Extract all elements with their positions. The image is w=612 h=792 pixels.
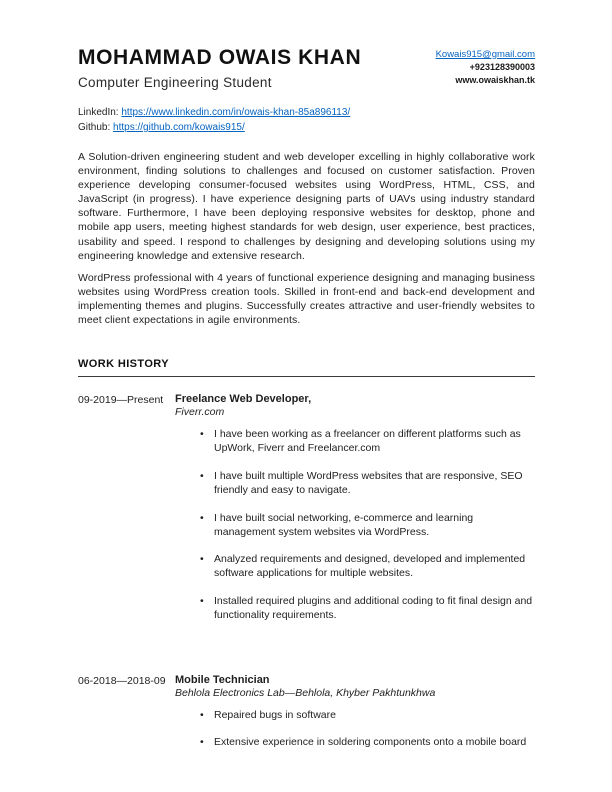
job-dates: 09-2019—Present (78, 394, 164, 407)
job-company: Behlola Electronics Lab—Behlola, Khyber Pakhtunkhwa (175, 686, 436, 699)
job-entry-mobile-technician (78, 674, 535, 763)
job-bullet: • Repaired bugs in software (200, 708, 535, 722)
job-bullet-list (175, 708, 535, 750)
summary-paragraph-2: WordPress professional with 4 years of functional experience designing and managing business websites using WordPress creation tools. Skilled in front-end and back-end development and implementing themes and plugins. Successfully creates attractive and user-friendly websites to meet client expectations in agile environments. (78, 271, 535, 327)
website-text: www.owaiskhan.tk (455, 75, 535, 85)
header-identity (78, 46, 361, 90)
job-bullet-list (175, 427, 535, 622)
header (78, 46, 535, 90)
job-entry-freelance (78, 393, 535, 635)
job-bullet: • I have built multiple WordPress websites that are responsive, SEO friendly and easy to navigate. (200, 469, 535, 497)
summary-section (78, 150, 535, 327)
job-body (175, 674, 535, 763)
phone-number: +923128390003 (469, 62, 535, 72)
profile-links (78, 106, 535, 135)
job-title: Freelance Web Developer, (175, 393, 312, 406)
job-bullet: • Installed required plugins and additional coding to fit final design and functionality requirements. (200, 594, 535, 622)
job-bullet: • I have been working as a freelancer on different platforms such as UpWork, Fiverr and Freelancer.com (200, 427, 535, 455)
job-dates: 06-2018—2018-09 (78, 674, 166, 687)
job-title: Mobile Technician (175, 673, 270, 686)
github-row (78, 121, 535, 136)
person-title: Computer Engineering Student (78, 75, 272, 90)
job-bullet: • Analyzed requirements and designed, developed and implemented software applications for multiple websites. (200, 552, 535, 580)
github-label: Github: (78, 121, 111, 133)
job-company: Fiverr.com (175, 406, 225, 419)
email-link[interactable]: Kowais915@gmail.com (435, 49, 535, 60)
job-body (175, 393, 535, 635)
job-bullet: • Extensive experience in soldering components onto a mobile board (200, 735, 535, 749)
contact-block (436, 46, 535, 87)
person-name: MOHAMMAD OWAIS KHAN (78, 46, 362, 69)
summary-paragraph-1: A Solution-driven engineering student and web developer excelling in highly collaborative work environment, finding solutions to challenges and focused on customer satisfaction. Proven experience developing consumer-focused websites using WordPress, HTML, CSS, and JavaScript (in progress). I have experience designing parts of UAVs using industry standard software. Furthermore, I have been deploying responsive websites for desktop, phone and mobile app users, meeting highest standards for web design, user experience, best practices, usability and speed. I respond to challenges by designing and developing solutions using my engineering knowledge and extensive research. (78, 151, 535, 262)
job-bullet: • I have built social networking, e-commerce and learning management system websites via WordPress. (200, 511, 535, 539)
linkedin-link[interactable]: https://www.linkedin.com/in/owais-khan-85a896113/ (121, 107, 351, 118)
github-link[interactable]: https://github.com/kowais915/ (113, 121, 245, 133)
work-history-heading: WORK HISTORY (78, 358, 535, 377)
linkedin-label: LinkedIn: (78, 107, 119, 118)
linkedin-row (78, 106, 535, 121)
